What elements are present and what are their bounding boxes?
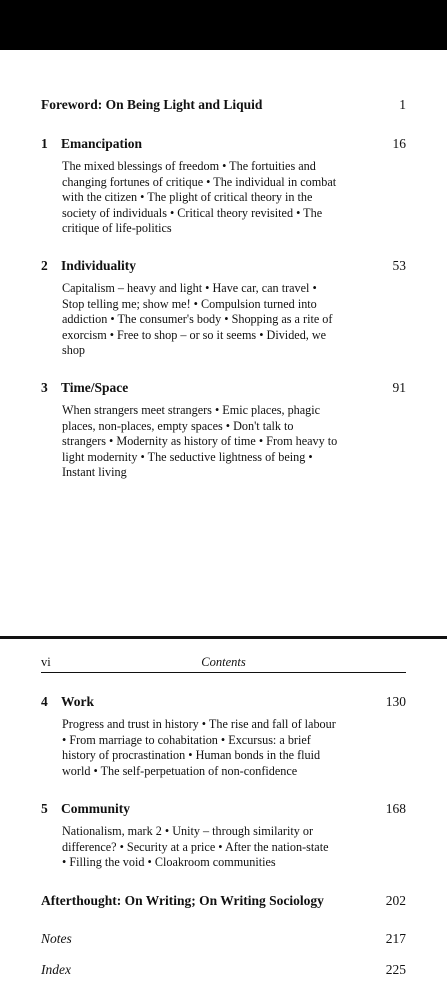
chapter-title: Work (61, 694, 95, 709)
top-black-band (0, 0, 447, 50)
toc-chapter-2[interactable] (41, 258, 406, 274)
desc-line: places, non-places, empty spaces • Don't talk to (62, 418, 294, 433)
chapter-title: Community (61, 801, 131, 816)
toc-page-number: 91 (392, 380, 406, 395)
desc-line: strangers • Modernity as history of time • From heavy to (62, 434, 338, 448)
chapter-5-description (62, 824, 362, 871)
chapter-1-description (62, 159, 362, 237)
chapter-number: 4 (41, 694, 48, 709)
toc-page-number: 225 (385, 962, 406, 977)
toc-entry-title: Afterthought: On Writing; On Writing Sociology (41, 893, 324, 908)
chapter-number: 2 (41, 258, 48, 273)
toc-page-number: 168 (385, 801, 406, 816)
toc-page-number: 1 (399, 97, 406, 112)
desc-line: Stop telling me; show me! • Compulsion turned into (62, 296, 317, 311)
desc-line: society of individuals • Critical theory revisited • The (62, 205, 323, 220)
page-divider (0, 636, 447, 639)
toc-foreword[interactable] (41, 97, 406, 113)
toc-chapter-1[interactable] (41, 136, 406, 152)
chapter-2-description (62, 281, 362, 359)
toc-page-number: 130 (385, 694, 406, 709)
desc-line: addiction • The consumer's body • Shopping as a rite of (62, 312, 333, 326)
desc-line: When strangers meet strangers • Emic places, phagic (62, 403, 321, 417)
chapter-3-description (62, 403, 362, 481)
desc-line: with the citizen • The plight of critical theory in the (62, 190, 313, 204)
toc-page-number: 16 (392, 136, 406, 151)
toc-chapter-4[interactable] (41, 694, 406, 710)
desc-line: exorcism • Free to shop – or so it seems • Divided, we (62, 327, 327, 342)
chapter-4-description (62, 717, 362, 779)
chapter-number: 3 (41, 380, 48, 395)
toc-index[interactable] (41, 962, 406, 978)
chapter-number: 5 (41, 801, 48, 816)
toc-chapter-5[interactable] (41, 801, 406, 817)
desc-line: difference? • Security at a price • After the nation-state (62, 839, 329, 854)
desc-line: changing fortunes of critique • The individual in combat (62, 174, 337, 189)
toc-page-number: 202 (385, 893, 406, 908)
chapter-title: Emancipation (61, 136, 143, 151)
running-header (41, 655, 406, 673)
toc-entry-title: Notes (41, 931, 72, 946)
desc-line: • From marriage to cohabitation • Excursus: a brief (62, 732, 311, 747)
desc-line: critique of life-politics (62, 221, 172, 235)
desc-line: • Filling the void • Cloakroom communities (62, 855, 276, 869)
desc-line: world • The self-perpetuation of non-confidence (62, 763, 298, 778)
chapter-title: Time/Space (61, 380, 129, 395)
toc-page-number: 217 (385, 931, 406, 946)
chapter-number: 1 (41, 136, 48, 151)
chapter-title: Individuality (61, 258, 137, 273)
toc-chapter-3[interactable] (41, 380, 406, 396)
desc-line: history of procrastination • Human bonds in the fluid (62, 748, 321, 762)
desc-line: light modernity • The seductive lightness of being • (62, 449, 313, 464)
desc-line: shop (62, 343, 86, 357)
toc-notes[interactable] (41, 931, 406, 947)
toc-page-number: 53 (392, 258, 406, 273)
desc-line: Instant living (62, 465, 127, 479)
desc-line: Capitalism – heavy and light • Have car, can travel • (62, 281, 317, 295)
desc-line: The mixed blessings of freedom • The fortuities and (62, 159, 316, 173)
toc-entry-title: Index (41, 962, 71, 977)
desc-line: Progress and trust in history • The rise and fall of labour (62, 717, 336, 731)
page-folio: vi (41, 655, 51, 669)
toc-afterthought[interactable] (41, 893, 406, 909)
running-title: Contents (201, 655, 246, 669)
toc-entry-title: Foreword: On Being Light and Liquid (41, 97, 263, 112)
desc-line: Nationalism, mark 2 • Unity – through similarity or (62, 824, 314, 838)
